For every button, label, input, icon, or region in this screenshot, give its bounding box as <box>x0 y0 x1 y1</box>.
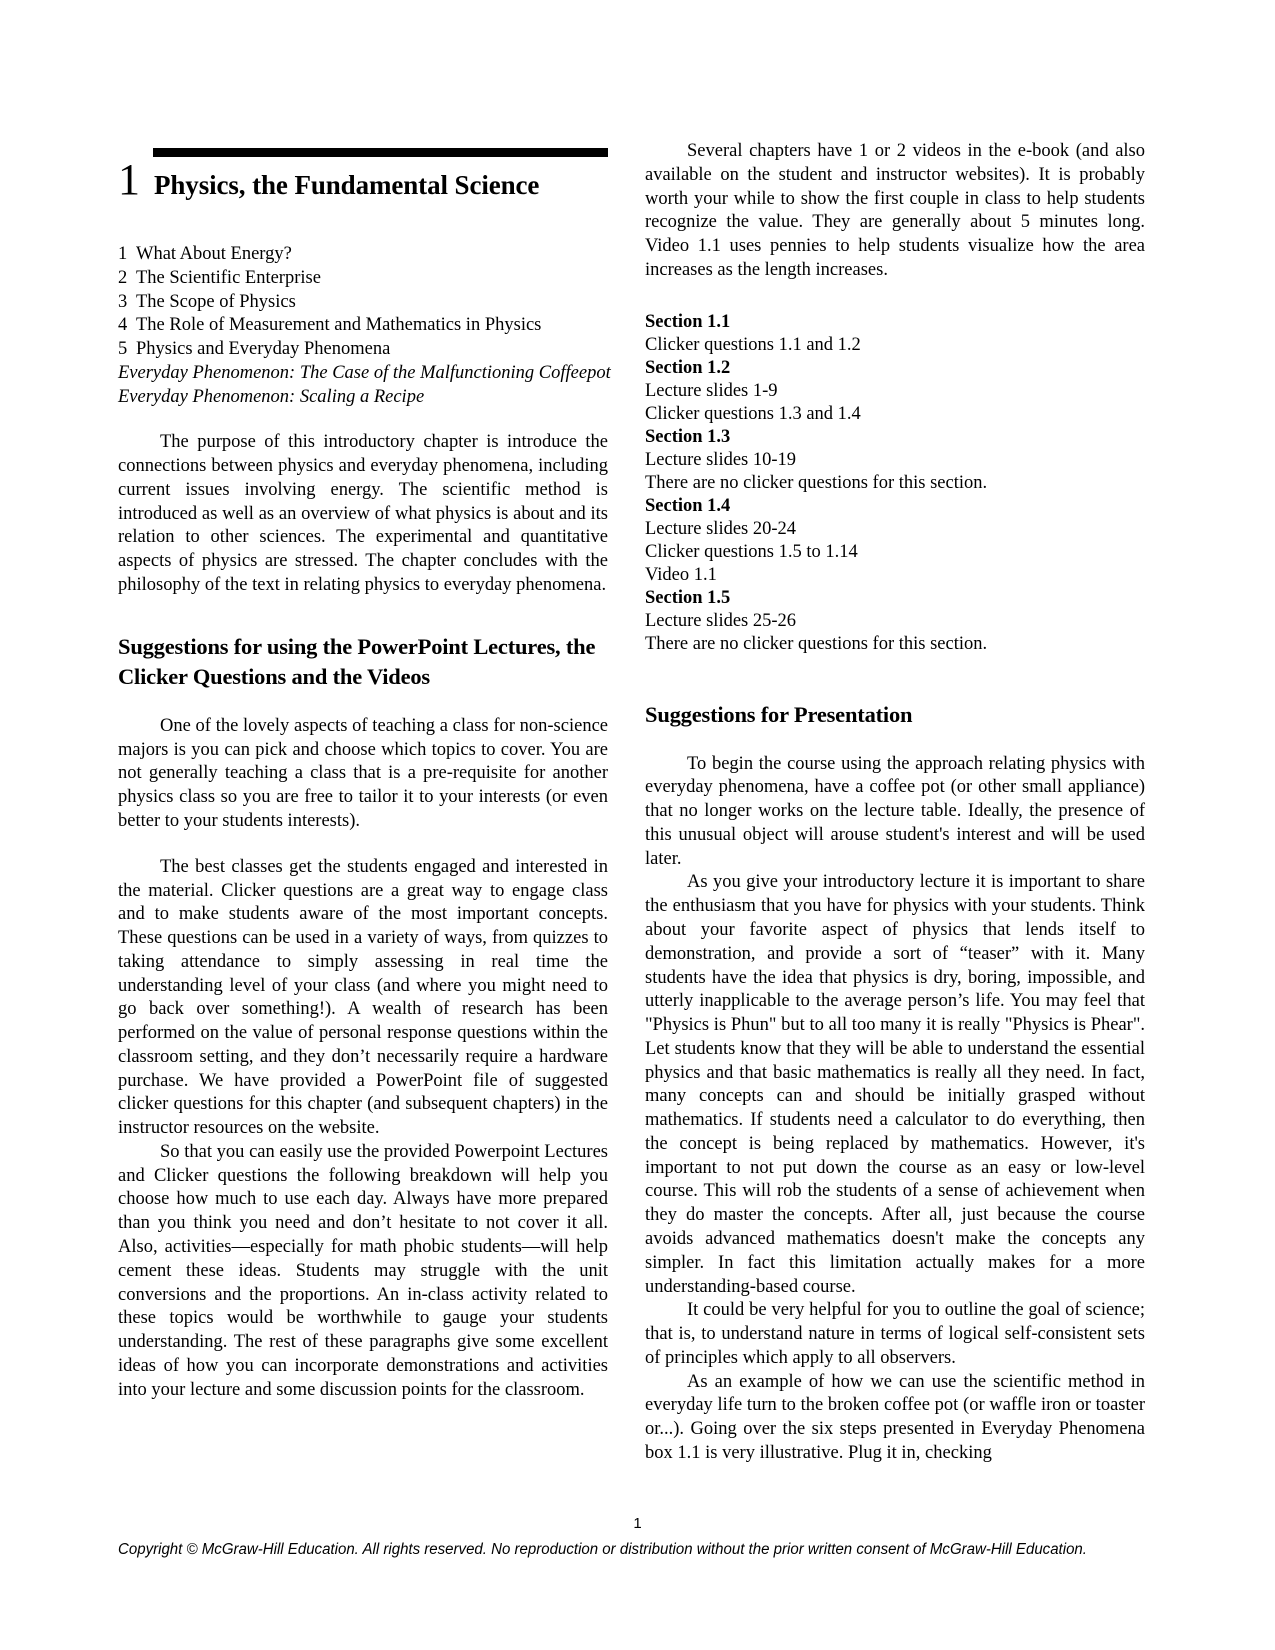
right-paragraph-2: As you give your introductory lecture it is important to share the enthusiasm that you have for physics with your students. Think about your favorite aspect of physics that lends itself to demonstration, and provide a sort of “teaser” with it. Many students have the idea that physics is dry, boring, impossible, and utterly inapplicable to the average person’s life. You may feel that "Physics is Phun" but to all too many it is really "Physics is Phear". Let students know that they will be able to understand the essential physics and that basic mathematics is really all they need. In fact, many concepts can and should be initially grasped without mathematics. If students need a calculator to do everything, then the concept is being replaced by mathematics. However, it's important to not put down the course as an easy or low-level course. This will rob the students of a sense of achievement when they do master the concepts. After all, just because the course avoids advanced mathematics doesn't make the concepts any simpler. In fact this limitation actually makes for a more understanding-based course. <box>645 872 1145 1297</box>
section-breakdown-item: Clicker questions 1.5 to 1.14 <box>645 541 858 562</box>
toc-entry-number: 5 <box>118 339 128 360</box>
section-breakdown-item: Clicker questions 1.1 and 1.2 <box>645 334 861 355</box>
section-breakdown-item: Lecture slides 25-26 <box>645 611 797 631</box>
section-breakdown-item: Clicker questions 1.3 and 1.4 <box>645 403 861 424</box>
toc-everyday-phenomenon-rows <box>118 362 611 410</box>
toc-entry-number: 4 <box>118 315 128 336</box>
right-column <box>645 140 1145 1466</box>
toc-entry <box>118 243 608 267</box>
right-paragraph-4: As an example of how we can use the scientific method in everyday life turn to the broken coffee pot (or waffle iron or toaster or...). Going over the six steps presented in Everyday Phenomena box 1.1 is very illustrative. Plug it in, checking <box>645 1371 1145 1463</box>
toc-everyday-phenomenon-entry: Everyday Phenomenon: The Case of the Malfunctioning Coffeepot <box>118 362 611 383</box>
section-breakdown-title: Section 1.2 <box>645 357 731 378</box>
toc-rows <box>118 243 608 362</box>
section-breakdown-item: Video 1.1 <box>645 564 717 585</box>
left-paragraph-2: The best classes get the students engaged and interested in the material. Clicker questions are a great way to engage class and to make students aware of the most important concepts. These questions can be used in a variety of ways, from quizzes to taking attendance to simply assessing in real time the understanding level of your class (and where you might need to go back over something!). A wealth of research has been performed on the value of personal response questions within the classroom setting, and they don’t necessarily require a hardware purchase. We have provided a PowerPoint file of suggested clicker questions for this chapter (and subsequent chapters) in the instructor resources on the website. <box>118 856 608 1139</box>
section-breakdown-title: Section 1.4 <box>645 495 731 516</box>
page-title: Physics, the Fundamental Science <box>154 170 540 200</box>
chapter-number: 1 <box>118 155 140 204</box>
section-breakdown-item: There are no clicker questions for this section. <box>645 472 988 493</box>
heading-presentation-suggestions: Suggestions for Presentation <box>645 702 913 728</box>
toc-entry-label: The Scientific Enterprise <box>136 267 321 288</box>
section-breakdown-list <box>645 311 1145 656</box>
section-breakdown-item: Lecture slides 20-24 <box>645 518 797 539</box>
toc-entry-label: The Scope of Physics <box>136 291 296 312</box>
page-number: 1 <box>633 1515 642 1532</box>
left-column <box>118 140 611 1402</box>
right-paragraph-3: It could be very helpful for you to outline the goal of science; that is, to understand nature in terms of logical self-consistent sets of principles which apply to all observers. <box>645 1300 1145 1368</box>
section-breakdown-title: Section 1.5 <box>645 587 731 608</box>
section-breakdown-item: There are no clicker questions for this section. <box>645 634 988 655</box>
toc-entry <box>118 291 608 315</box>
toc-entry <box>118 267 608 291</box>
toc-entry <box>118 314 608 338</box>
toc-entry-label: What About Energy? <box>136 244 292 264</box>
right-paragraph-1: To begin the course using the approach relating physics with everyday phenomena, have a coffee pot (or other small appliance) that no longer works on the lecture table. Ideally, the presence of this unusual object will arouse student's interest and will be used later. <box>645 753 1145 869</box>
left-paragraph-3: So that you can easily use the provided Powerpoint Lectures and Clicker questions the following breakdown will help you choose how much to use each day. Always have more prepared than you think you need and don’t hesitate to not cover it all. Also, activities—especially for math phobic students—will help cement these ideas. Students may struggle with the unit conversions and the proportions. An in-class activity related to these topics would be worthwhile to gauge your students understanding. The rest of these paragraphs give some excellent ideas of how you can incorporate demonstrations and activities into your lecture and some discussion points for the classroom. <box>118 1141 608 1400</box>
toc-entry-number: 1 <box>118 244 128 264</box>
section-breakdown-title: Section 1.3 <box>645 426 731 447</box>
left-paragraph-1: One of the lovely aspects of teaching a class for non-science majors is you can pick and choose which topics to cover. You are not generally teaching a class that is a pre-requisite for another physics class so you are free to tailor it to your interests (or even better to your students interests). <box>118 715 608 831</box>
chapter-contents-list <box>118 243 611 409</box>
section-breakdown-title: Section 1.1 <box>645 311 731 332</box>
copyright-notice: Copyright © McGraw-Hill Education. All rights reserved. No reproduction or distribution without the prior written consent of McGraw-Hill Education. <box>118 1541 1087 1558</box>
section-breakdown-item: Lecture slides 1-9 <box>645 380 778 401</box>
toc-entry-number: 3 <box>118 291 128 312</box>
toc-entry-label: The Role of Measurement and Mathematics in Physics <box>136 315 542 336</box>
heading-powerpoint-suggestions: Suggestions for using the PowerPoint Lectures, the Clicker Questions and the Videos <box>118 633 596 690</box>
toc-everyday-phenomenon-entry: Everyday Phenomenon: Scaling a Recipe <box>118 386 425 407</box>
toc-entry <box>118 338 608 362</box>
intro-paragraph: The purpose of this introductory chapter is introduce the connections between physics and everyday phenomena, including current issues involving energy. The scientific method is introduced as well as an overview of what physics is about and its relation to other sciences. The experimental and quantitative aspects of physics are stressed. The chapter concludes with the philosophy of the text in relating physics to everyday phenomena. <box>118 432 608 595</box>
toc-entry-label: Physics and Everyday Phenomena <box>136 339 391 360</box>
videos-paragraph: Several chapters have 1 or 2 videos in the e-book (and also available on the student and instructor websites). It is probably worth your while to show the first couple in class to help students recognize the value. They are generally about 5 minutes long. Video 1.1 uses pennies to help students visualize how the area increases as the length increases. <box>645 141 1145 280</box>
toc-entry-number: 2 <box>118 267 128 288</box>
section-breakdown-item: Lecture slides 10-19 <box>645 449 797 470</box>
